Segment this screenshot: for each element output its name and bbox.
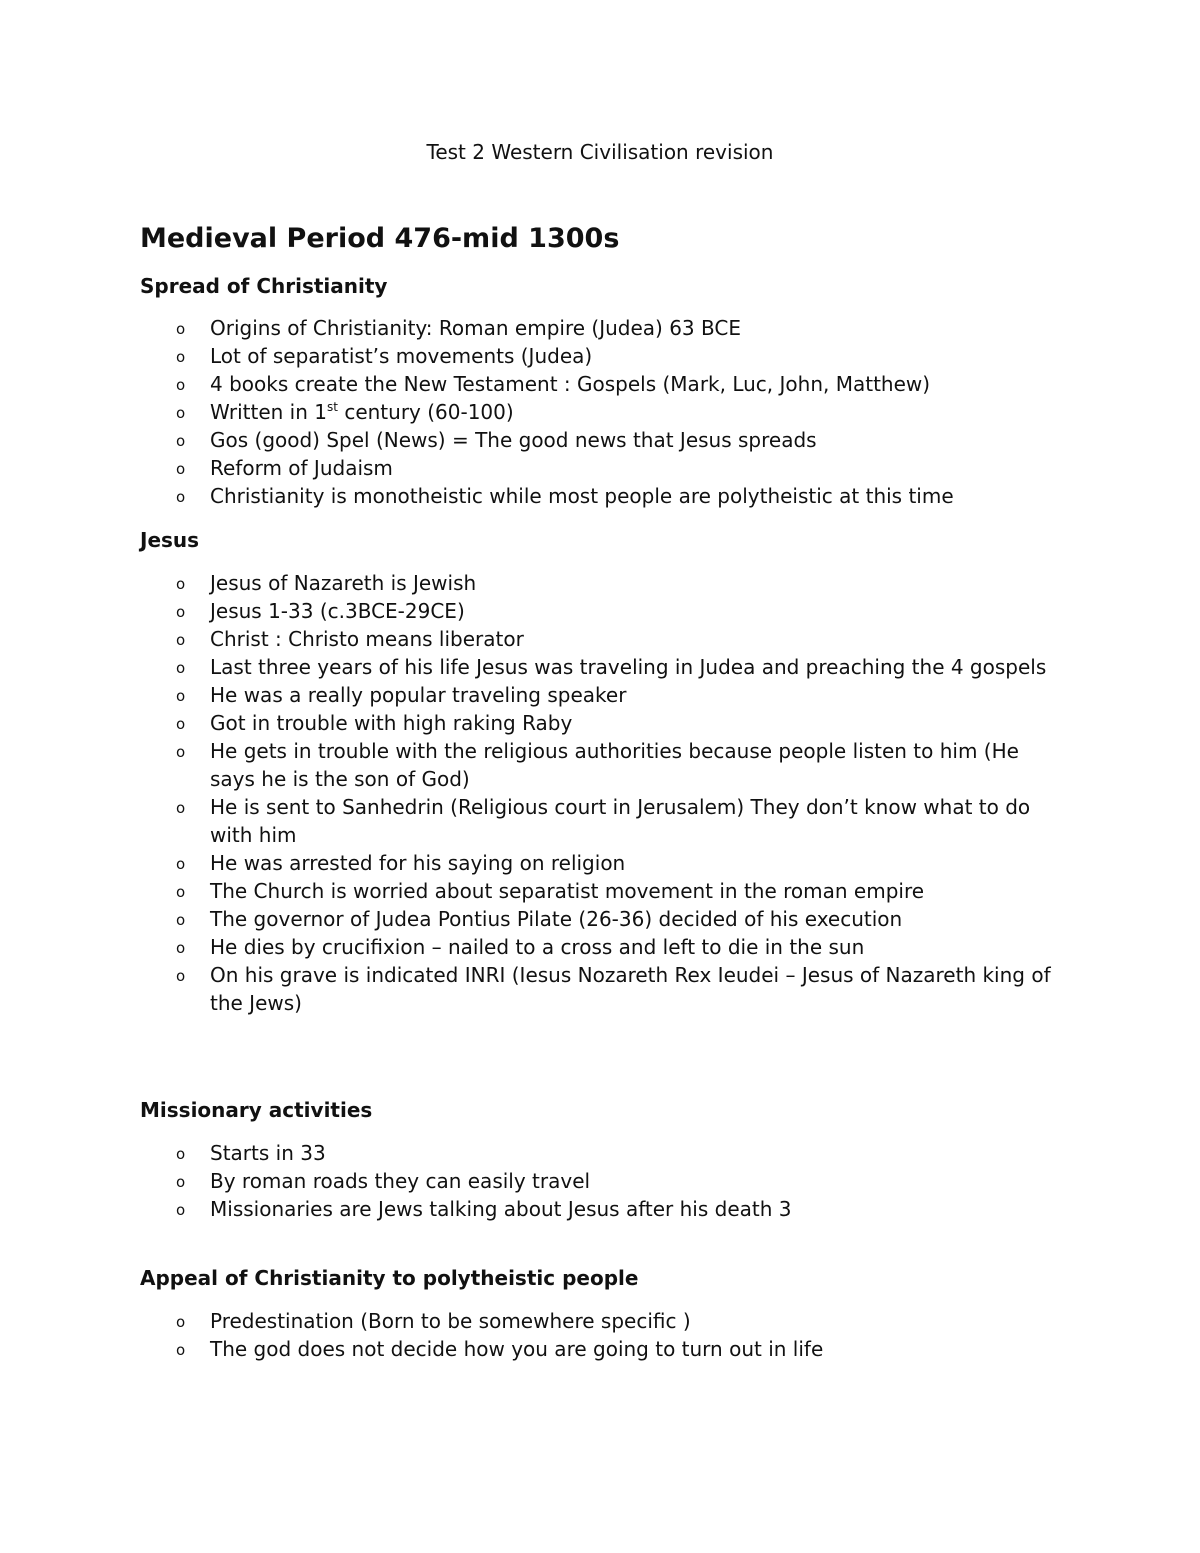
- list-item: [140, 426, 1070, 454]
- list-item-text: Gos (good) Spel (News) = The good news that Jesus spreads: [210, 428, 817, 452]
- list-item-text: He was arrested for his saying on religion: [210, 851, 626, 875]
- list-item-text: He is sent to Sanhedrin (Religious court in Jerusalem) They don’t know what to do with him: [210, 795, 1031, 847]
- bullet-list-appeal-of-christianity: [140, 1307, 1070, 1363]
- ordinal-superscript: st: [327, 400, 338, 414]
- list-item: [140, 877, 1070, 905]
- list-item: [140, 1195, 1070, 1223]
- bullet-marker-icon: o: [176, 575, 186, 593]
- list-item: [140, 849, 1070, 877]
- list-item-text: Got in trouble with high raking Raby: [210, 711, 573, 735]
- bullet-marker-icon: o: [176, 631, 186, 649]
- list-item-text: The god does not decide how you are going to turn out in life: [210, 1337, 824, 1361]
- list-item-text-start: Written in 1: [210, 400, 327, 424]
- list-item: [140, 933, 1070, 961]
- bullet-list-spread-of-christianity: [140, 314, 1070, 510]
- bullet-marker-icon: o: [176, 603, 186, 621]
- list-item-text: Jesus of Nazareth is Jewish: [210, 571, 477, 595]
- list-item-text-end: century (60-100): [337, 400, 514, 424]
- section-heading-appeal-of-christianity: Appeal of Christianity to polytheistic people: [140, 1266, 639, 1290]
- list-item: [140, 737, 1070, 793]
- list-item: [140, 1335, 1070, 1363]
- list-item-text: Last three years of his life Jesus was traveling in Judea and preaching the 4 gospels: [210, 655, 1047, 679]
- bullet-marker-icon: o: [176, 659, 186, 677]
- bullet-marker-icon: o: [176, 488, 186, 506]
- bullet-marker-icon: o: [176, 939, 186, 957]
- bullet-marker-icon: o: [176, 432, 186, 450]
- list-item-text: Reform of Judaism: [210, 456, 393, 480]
- list-item: [140, 1139, 1070, 1167]
- bullet-marker-icon: o: [176, 855, 186, 873]
- list-item: [140, 569, 1070, 597]
- list-item-text: By roman roads they can easily travel: [210, 1169, 591, 1193]
- bullet-marker-icon: o: [176, 967, 186, 985]
- list-item-text: He was a really popular traveling speaker: [210, 683, 627, 707]
- list-item-text: The Church is worried about separatist movement in the roman empire: [210, 879, 925, 903]
- bullet-list-jesus: [140, 569, 1070, 1017]
- bullet-marker-icon: o: [176, 1201, 186, 1219]
- bullet-marker-icon: o: [176, 883, 186, 901]
- list-item: [140, 793, 1070, 849]
- list-item: [140, 482, 1070, 510]
- list-item: [140, 905, 1070, 933]
- list-item-text: Jesus 1-33 (c.3BCE-29CE): [210, 599, 465, 623]
- bullet-marker-icon: o: [176, 1313, 186, 1331]
- list-item-text: Christ : Christo means liberator: [210, 627, 524, 651]
- section-heading-jesus: Jesus: [140, 528, 200, 552]
- bullet-marker-icon: o: [176, 1341, 186, 1359]
- bullet-marker-icon: o: [176, 799, 186, 817]
- list-item-text: Origins of Christianity: Roman empire (Judea) 63 BCE: [210, 316, 741, 340]
- list-item: [140, 961, 1070, 1017]
- bullet-marker-icon: o: [176, 715, 186, 733]
- list-item: [140, 653, 1070, 681]
- bullet-marker-icon: o: [176, 376, 186, 394]
- main-heading: Medieval Period 476-mid 1300s: [140, 223, 620, 254]
- list-item-text: The governor of Judea Pontius Pilate (26-36) decided of his execution: [210, 907, 903, 931]
- list-item: [140, 681, 1070, 709]
- bullet-marker-icon: o: [176, 687, 186, 705]
- list-item-text: Predestination (Born to be somewhere specific ): [210, 1309, 691, 1333]
- list-item-text: Starts in 33: [210, 1141, 326, 1165]
- list-item: [140, 625, 1070, 653]
- list-item-text: He gets in trouble with the religious authorities because people listen to him (He says he is the son of God): [210, 739, 1019, 791]
- bullet-marker-icon: o: [176, 404, 186, 422]
- bullet-marker-icon: o: [176, 460, 186, 478]
- bullet-marker-icon: o: [176, 743, 186, 761]
- list-item-text: Christianity is monotheistic while most people are polytheistic at this time: [210, 484, 954, 508]
- list-item: [140, 597, 1070, 625]
- section-heading-missionary-activities: Missionary activities: [140, 1098, 373, 1122]
- list-item-text: He dies by crucifixion – nailed to a cross and left to die in the sun: [210, 935, 865, 959]
- bullet-marker-icon: o: [176, 1173, 186, 1191]
- list-item-text: Missionaries are Jews talking about Jesus after his death 3: [210, 1197, 792, 1221]
- list-item-text: 4 books create the New Testament : Gospels (Mark, Luc, John, Matthew): [210, 372, 931, 396]
- bullet-marker-icon: o: [176, 320, 186, 338]
- list-item: [140, 370, 1070, 398]
- list-item-text: Lot of separatist’s movements (Judea): [210, 344, 593, 368]
- list-item: [140, 709, 1070, 737]
- bullet-list-missionary-activities: [140, 1139, 1070, 1223]
- list-item: [140, 342, 1070, 370]
- section-heading-spread-of-christianity: Spread of Christianity: [140, 274, 388, 298]
- bullet-marker-icon: o: [176, 1145, 186, 1163]
- list-item: [140, 314, 1070, 342]
- list-item-text: On his grave is indicated INRI (Iesus Nozareth Rex Ieudei – Jesus of Nazareth king of the Jews): [210, 963, 1051, 1015]
- document-title: Test 2 Western Civilisation revision: [426, 140, 774, 164]
- list-item: [140, 454, 1070, 482]
- list-item: [140, 1307, 1070, 1335]
- bullet-marker-icon: o: [176, 348, 186, 366]
- list-item: [140, 398, 1070, 426]
- list-item: [140, 1167, 1070, 1195]
- bullet-marker-icon: o: [176, 911, 186, 929]
